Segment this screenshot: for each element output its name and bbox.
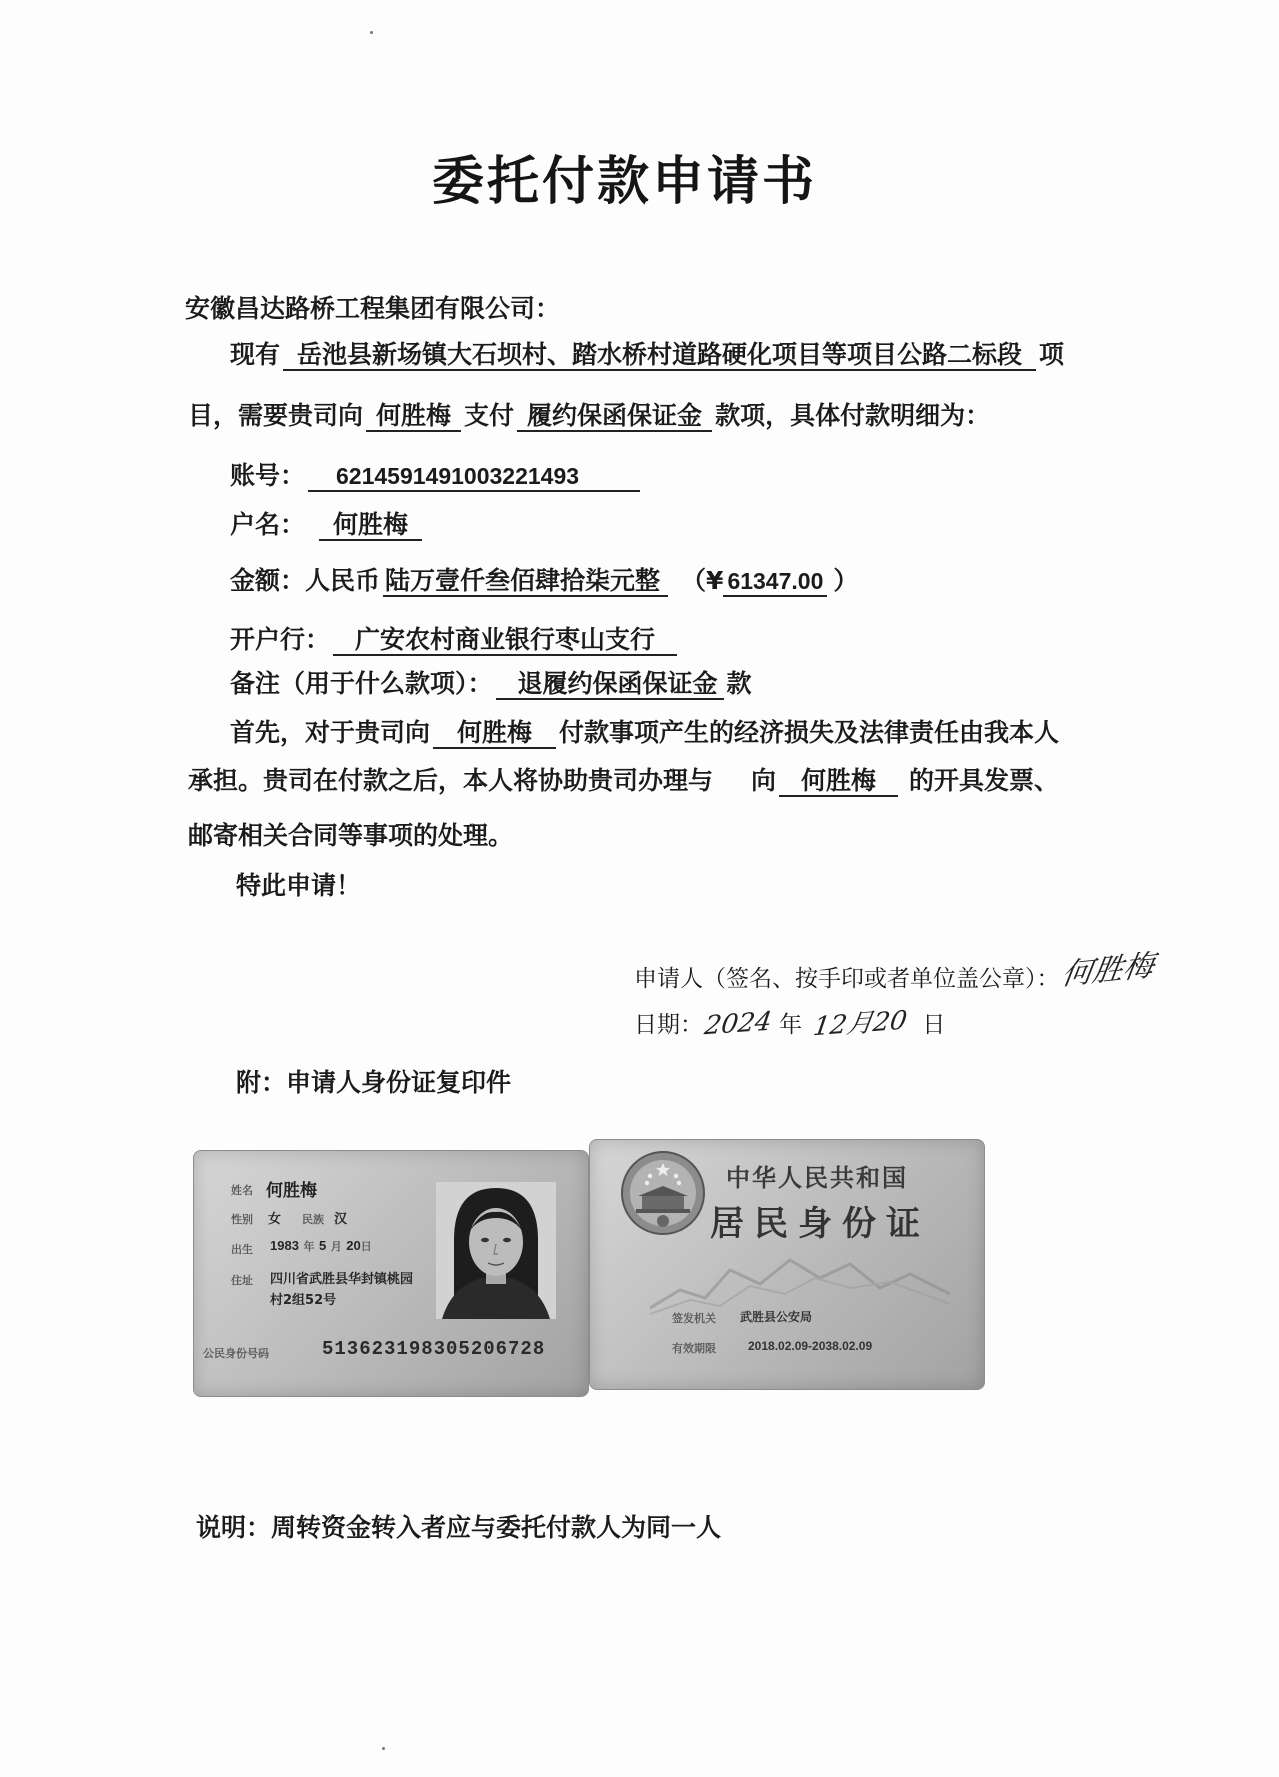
closing-text: 特此申请！ [236,871,362,900]
id-birth-label: 出生 [231,1243,253,1256]
applicant-signature: 何胜梅 [1058,948,1156,993]
amount-words-blank: 陆万壹仟叁佰肆拾柒元整 [383,567,668,597]
amount-open-paren: （¥ [681,566,724,595]
assist-continued: 邮寄相关合同等事项的处理。 [188,821,514,850]
id-authority-label: 签发机关 [672,1312,716,1325]
id-card-name: 居民身份证 [710,1204,930,1244]
liability-name-blank: 何胜梅 [433,719,556,749]
national-emblem-icon [620,1150,706,1236]
id-birth-day-unit: 日 [360,1240,372,1253]
account-number-blank: 6214591491003221493 [308,462,640,492]
liability-line [230,717,1059,749]
id-validity-label: 有效期限 [672,1342,716,1355]
note-text: 说明：周转资金转入者应与委托付款人为同一人 [196,1513,722,1542]
portrait-photo [436,1182,556,1319]
account-name-line [230,509,425,541]
request-text-2: 支付 [464,401,515,430]
id-number-label: 公民身份号码 [203,1347,269,1360]
liability-text-1: 首先，对于贵司向 [230,718,431,747]
attachment-label: 附：申请人身份证复印件 [236,1068,512,1097]
date-label: 日期： [634,1012,703,1038]
remark-line [230,668,752,700]
id-birth-year: 1983 [270,1238,299,1253]
account-name-blank: 何胜梅 [319,511,422,541]
id-ethnicity-label: 民族 [302,1213,324,1226]
id-address-line-1: 四川省武胜县华封镇桃园 [270,1272,414,1287]
request-line [188,400,990,432]
amount-figure-blank: 61347.00 [723,567,827,597]
project-name-blank: 岳池县新场镇大石坝村、踏水桥村道路硬化项目等项目公路二标段 [283,341,1036,371]
remark-value-blank: 退履约保函保证金 [496,670,724,700]
remark-suffix: 款 [726,669,752,698]
scan-speck-top [370,31,373,34]
id-birth-date [270,1238,372,1254]
applicant-line [634,948,1156,995]
request-text-1: 目，需要贵司向 [188,401,364,430]
payee-blank: 何胜梅 [366,402,461,432]
remark-label: 备注（用于什么款项）： [230,669,493,698]
id-birth-month-unit: 月 [330,1240,342,1253]
id-country-title: 中华人民共和国 [726,1163,908,1192]
liability-text-2: 付款事项产生的经济损失及法律责任由我本人 [559,718,1060,747]
id-name-value: 何胜梅 [266,1181,317,1201]
date-line [634,1005,946,1043]
assist-text-2: 向 [751,766,777,795]
scan-speck-bottom [382,1747,385,1750]
addressee: 安徽昌达路桥工程集团有限公司： [185,294,561,323]
id-card-photo-side [193,1150,589,1397]
account-line [230,460,643,492]
amount-close-paren: ） [833,566,859,595]
id-birth-year-unit: 年 [303,1240,315,1253]
id-gender-value: 女 [268,1212,282,1227]
id-validity-value: 2018.02.09-2038.02.09 [748,1339,873,1353]
assist-text-3: 的开具发票、 [909,766,1060,795]
request-text-3: 款项，具体付款明细为： [715,401,991,430]
project-prefix: 现有 [230,340,281,369]
applicant-label: 申请人（签名、按手印或者单位盖公章）： [634,966,1060,992]
bank-name-blank: 广安农村商业银行枣山支行 [333,626,677,656]
date-month-day-handwritten: 12月20 [811,1005,910,1043]
date-year-handwritten: 2024 [702,1006,774,1042]
amount-label: 金额：人民币 [230,566,381,595]
id-card-emblem-side [589,1139,985,1390]
amount-line [230,565,858,597]
payment-item-blank: 履约保函保证金 [517,402,712,432]
id-number-value: 513623198305206728 [322,1338,546,1360]
id-address-label: 住址 [231,1274,253,1287]
date-year-unit: 年 [779,1012,803,1038]
project-suffix: 项 [1039,340,1065,369]
project-line [230,339,1064,371]
id-birth-day: 20 [346,1238,361,1253]
account-label: 账号： [230,461,306,490]
id-gender-label: 性别 [231,1213,253,1226]
id-name-label: 姓名 [231,1184,253,1197]
assist-name-blank: 何胜梅 [779,767,898,797]
id-birth-month: 5 [318,1238,327,1253]
id-authority-value: 武胜县公安局 [740,1310,813,1324]
date-day-unit: 日 [922,1012,946,1038]
document-title: 委托付款申请书 [432,152,818,212]
id-ethnicity-value: 汉 [334,1212,348,1227]
bank-label: 开户行： [230,625,331,654]
account-name-label: 户名： [230,510,306,539]
id-address-line-2: 村2组52号 [270,1293,337,1308]
assist-text-1: 承担。贵司在付款之后，本人将协助贵司办理与 [188,766,714,795]
assist-line [188,765,1059,797]
bank-line [230,624,680,656]
